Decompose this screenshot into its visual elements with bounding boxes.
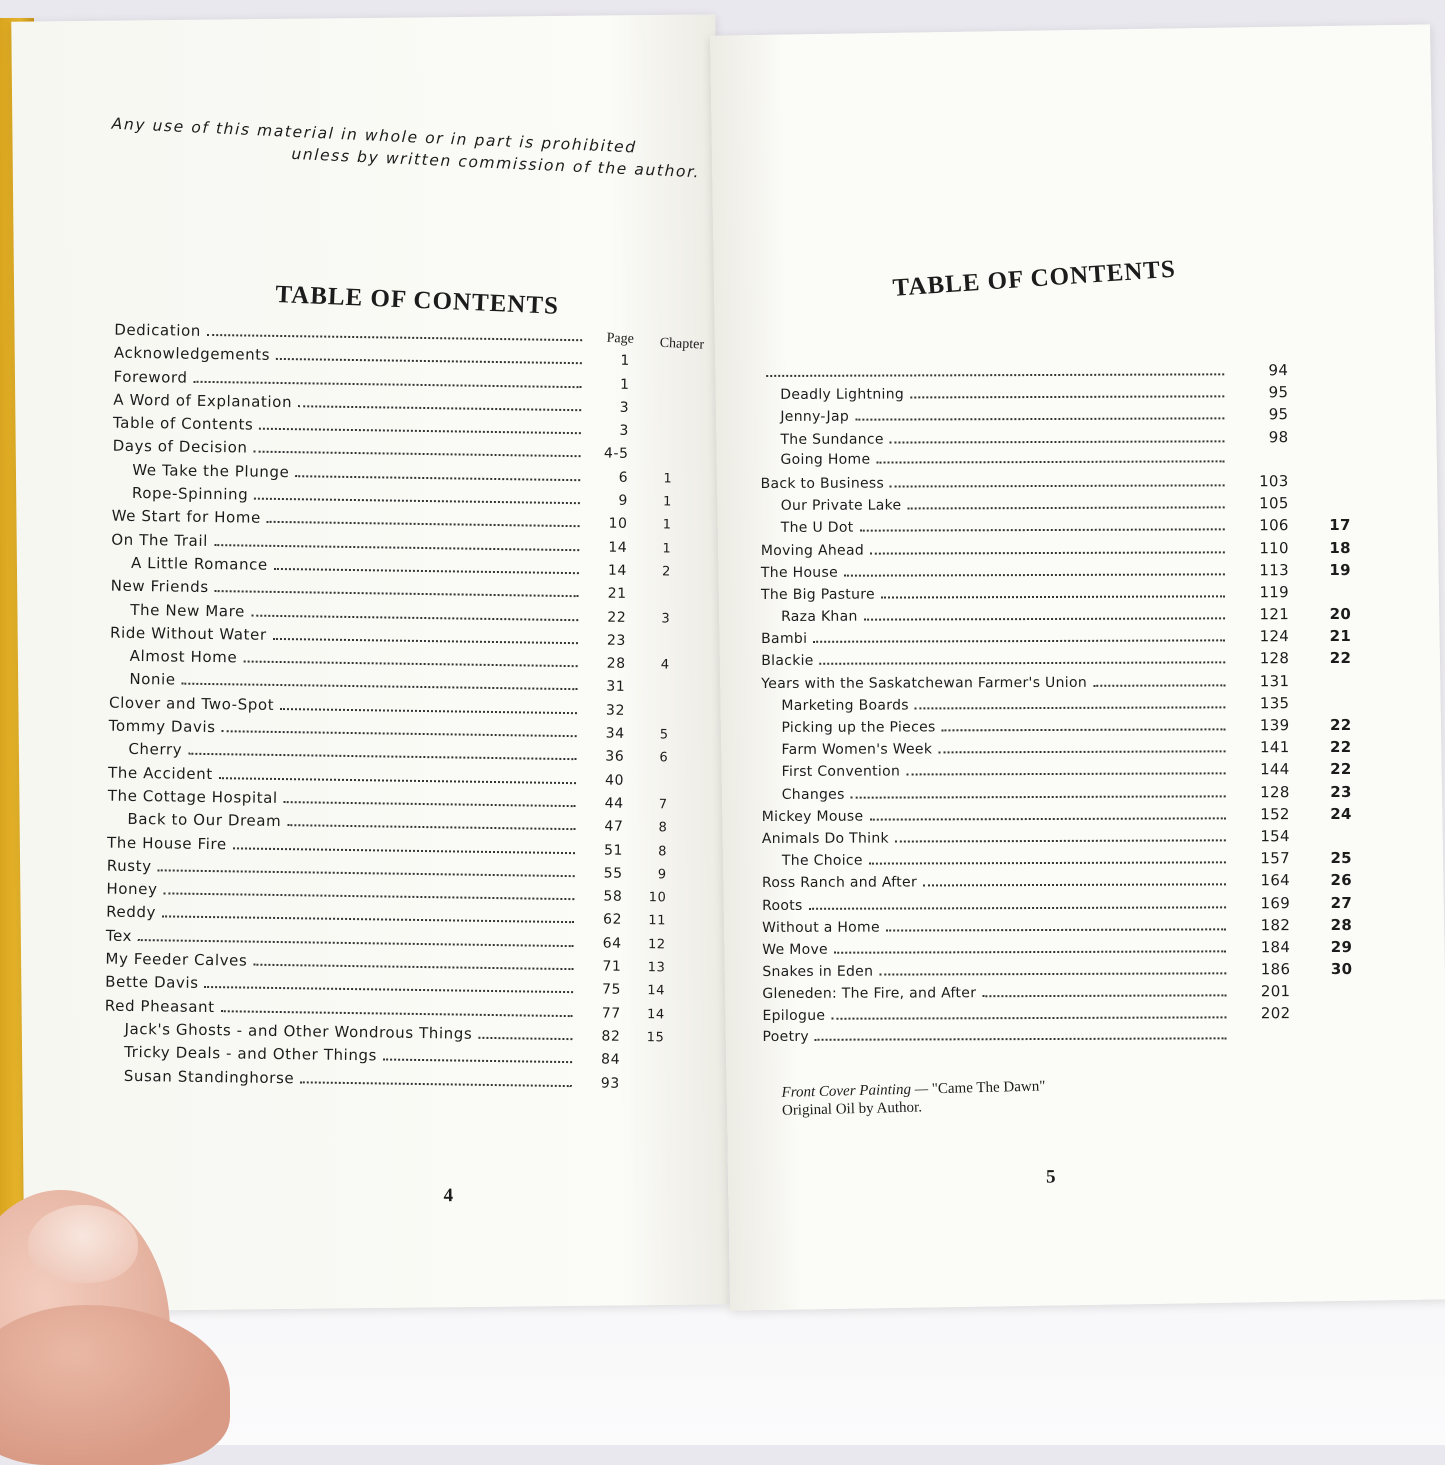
toc-entry-page: 121: [1229, 605, 1289, 623]
dot-leader: [253, 451, 580, 458]
toc-entry-title: Tex: [106, 926, 133, 944]
toc-entry-chapter: 1: [628, 471, 672, 487]
toc-entry-title: The House Fire: [107, 833, 227, 853]
toc-entry-page: 36: [580, 749, 624, 766]
toc-entry-page: 32: [581, 702, 625, 719]
dot-leader: [158, 869, 575, 877]
toc-entry: [762, 938, 1352, 962]
toc-entry-chapter: [630, 342, 674, 343]
toc-entry-page: 184: [1230, 938, 1290, 956]
toc-entry-chapter: 29: [1290, 938, 1352, 956]
toc-entry-title: Years with the Saskatchewan Farmer's Union: [761, 674, 1087, 691]
dot-leader: [280, 708, 577, 714]
dot-leader: [890, 440, 1225, 443]
toc-entry-page: 94: [1228, 361, 1288, 379]
toc-entry-chapter: [625, 715, 669, 716]
toc-entry: [761, 672, 1351, 696]
toc-entry-page: 34: [581, 725, 625, 742]
toc-entry-title: Reddy: [106, 903, 156, 922]
dot-leader: [879, 972, 1226, 975]
toc-entry: [761, 627, 1351, 651]
toc-entry-chapter: 28: [1290, 916, 1352, 934]
toc-entry-chapter: [629, 435, 673, 436]
dot-leader: [815, 1037, 1227, 1040]
toc-entry-page: 10: [584, 516, 628, 533]
toc-entry-title: Deadly Lightning: [760, 387, 904, 404]
toc-entry-page: 144: [1230, 761, 1290, 779]
toc-entry-page: 106: [1229, 516, 1289, 534]
right-toc-list: [760, 361, 1352, 1051]
dot-leader: [254, 498, 580, 505]
toc-entry-chapter: 12: [622, 937, 666, 953]
dot-leader: [869, 817, 1225, 820]
dot-leader: [251, 614, 578, 621]
notice-line-1: Any use of this material in whole or in part is prohibited: [111, 113, 701, 162]
dot-leader: [194, 380, 582, 387]
dot-leader: [233, 847, 575, 854]
dot-leader: [215, 590, 579, 597]
toc-entry-chapter: [626, 645, 670, 646]
toc-entry-page: 95: [1228, 406, 1288, 424]
toc-entry-chapter: 15: [620, 1030, 664, 1046]
dot-leader: [870, 551, 1225, 554]
toc-entry-title: Blackie: [761, 653, 814, 669]
toc-entry: [762, 871, 1352, 895]
dot-leader: [859, 529, 1224, 532]
toc-entry-page: 64: [578, 935, 622, 952]
toc-entry-page: 58: [578, 888, 622, 905]
toc-entry: [761, 694, 1351, 718]
dot-leader: [813, 640, 1225, 643]
toc-entry-title: The Cottage Hospital: [108, 787, 278, 807]
dot-leader: [138, 939, 574, 947]
toc-entry-title: Foreword: [113, 367, 187, 386]
toc-entry-title: Snakes in Eden: [762, 964, 873, 980]
toc-entry-chapter: 9: [623, 867, 667, 883]
toc-entry: [760, 405, 1350, 429]
dot-leader: [478, 1037, 572, 1040]
toc-entry-chapter: [627, 598, 671, 599]
toc-entry-chapter: 8: [623, 843, 667, 859]
toc-entry-title: Ride Without Water: [110, 623, 267, 643]
toc-entry-page: 71: [577, 958, 621, 975]
toc-entry-page: 131: [1229, 672, 1289, 690]
dot-leader: [844, 573, 1225, 576]
cover-caption: [781, 1077, 1046, 1119]
dot-leader: [851, 795, 1226, 798]
toc-entry-title: New Friends: [111, 577, 209, 596]
toc-entry-chapter: 1: [627, 541, 671, 557]
toc-entry-chapter: 25: [1290, 849, 1352, 867]
toc-entry-page: 23: [582, 632, 626, 649]
toc-entry-page: 1: [585, 376, 629, 393]
toc-entry-page: 169: [1230, 894, 1290, 912]
left-toc-title: TABLE OF CONTENTS: [275, 281, 560, 321]
toc-entry: [760, 383, 1350, 407]
toc-entry-chapter: [624, 784, 668, 785]
left-toc-list: [104, 321, 675, 1098]
toc-entry: [761, 516, 1351, 540]
dot-leader: [855, 418, 1224, 421]
toc-entry-chapter: 11: [622, 913, 666, 929]
toc-entry-chapter: 20: [1289, 605, 1351, 623]
toc-entry-title: Animals Do Think: [762, 830, 889, 846]
dot-leader: [383, 1059, 572, 1064]
toc-entry-page: 128: [1229, 650, 1289, 668]
dot-leader: [162, 916, 574, 924]
toc-entry-chapter: 1: [628, 494, 672, 510]
toc-entry-chapter: 14: [621, 1006, 665, 1022]
toc-entry-title: Table of Contents: [113, 414, 254, 434]
toc-entry-chapter: 22: [1289, 649, 1351, 667]
dot-leader: [766, 373, 1224, 377]
toc-entry-page: 14: [583, 539, 627, 556]
toc-entry-page: 141: [1229, 738, 1289, 756]
dot-leader: [163, 893, 574, 901]
toc-entry: [762, 782, 1352, 806]
toc-entry-title: Bambi: [761, 631, 807, 647]
toc-entry-title: The New Mare: [110, 600, 245, 620]
toc-entry-title: The Choice: [762, 853, 863, 869]
toc-entry-page: 44: [580, 795, 624, 812]
toc-entry-page: 157: [1230, 849, 1290, 867]
toc-entry: [762, 805, 1352, 829]
dot-leader: [253, 964, 573, 970]
toc-entry-chapter: [629, 458, 673, 459]
toc-entry-title: Roots: [762, 897, 803, 913]
toc-entry-title: Going Home: [760, 451, 870, 467]
toc-entry-chapter: [620, 1087, 664, 1088]
toc-entry-page: 124: [1229, 627, 1289, 645]
dot-leader: [298, 405, 581, 411]
toc-entry-chapter: 14: [621, 983, 665, 999]
toc-entry-page: 186: [1230, 960, 1290, 978]
toc-entry: [762, 849, 1352, 873]
toc-entry-title: Farm Women's Week: [762, 742, 933, 759]
dot-leader: [276, 358, 582, 364]
right-toc-title: TABLE OF CONTENTS: [892, 256, 1177, 303]
toc-entry-title: Nonie: [109, 670, 176, 689]
toc-entry-chapter: [625, 691, 669, 692]
toc-entry-chapter: 10: [622, 890, 666, 906]
toc-entry-chapter: 17: [1289, 516, 1351, 534]
toc-entry: [762, 1004, 1352, 1028]
toc-entry-chapter: 6: [624, 750, 668, 766]
toc-entry-title: Days of Decision: [113, 437, 248, 457]
toc-entry-chapter: 23: [1290, 782, 1352, 800]
caption-title: "Came The Dawn": [932, 1078, 1046, 1097]
left-page-number: 4: [443, 1185, 453, 1207]
right-page: [710, 24, 1445, 1310]
toc-entry-title: Gleneden: The Fire, and After: [762, 985, 976, 1002]
toc-entry-chapter: 26: [1290, 871, 1352, 889]
toc-entry-title: Jenny-Jap: [760, 409, 849, 425]
toc-entry-page: 164: [1230, 871, 1290, 889]
toc-entry-page: 135: [1229, 694, 1289, 712]
toc-entry-title: Raza Khan: [761, 609, 858, 625]
toc-entry-title: Back to Our Dream: [107, 810, 281, 830]
toc-entry-chapter: 27: [1290, 893, 1352, 911]
toc-entry-title: Mickey Mouse: [762, 808, 864, 824]
toc-entry-title: Epilogue: [762, 1008, 825, 1024]
toc-entry-title: Bette Davis: [105, 973, 199, 992]
dot-leader: [222, 730, 577, 737]
toc-entry-title: Our Private Lake: [761, 498, 902, 514]
toc-entry-page: 95: [1228, 383, 1288, 401]
toc-entry-page: 201: [1230, 982, 1290, 1000]
toc-entry-title: Cherry: [108, 740, 182, 759]
dot-leader: [221, 1010, 573, 1017]
dot-leader: [890, 484, 1225, 487]
toc-entry-page: 4-5: [584, 446, 628, 463]
toc-entry-title: Marketing Boards: [761, 697, 909, 714]
toc-entry-page: 14: [583, 562, 627, 579]
toc-entry-title: Honey: [106, 880, 157, 899]
toc-entry: [762, 960, 1352, 984]
toc-entry: [763, 1027, 1353, 1051]
toc-entry-page: 152: [1230, 805, 1290, 823]
toc-entry-title: On The Trail: [111, 530, 208, 549]
toc-entry: [761, 716, 1351, 740]
toc-entry-title: We Take the Plunge: [112, 460, 289, 480]
dot-leader: [188, 753, 576, 760]
toc-entry-page: 62: [578, 912, 622, 929]
dot-leader: [284, 801, 576, 807]
dot-leader: [214, 544, 579, 551]
thumbnail-highlight: [28, 1205, 138, 1283]
toc-entry-title: Tommy Davis: [109, 717, 216, 736]
dot-leader: [295, 475, 580, 481]
dot-leader: [915, 706, 1226, 709]
dot-leader: [923, 884, 1226, 887]
toc-entry-chapter: [620, 1064, 664, 1065]
caption-line-2: Original Oil by Author.: [782, 1099, 922, 1118]
toc-entry-chapter: 1: [627, 517, 671, 533]
toc-entry-chapter: [629, 412, 673, 413]
dot-leader: [820, 662, 1226, 665]
dot-leader: [273, 638, 578, 644]
toc-entry-title: My Feeder Calves: [105, 950, 247, 970]
toc-entry-title: Clover and Two-Spot: [109, 693, 274, 713]
dot-leader: [869, 861, 1226, 864]
dot-leader: [881, 595, 1225, 598]
toc-entry-page: 51: [579, 842, 623, 859]
toc-entry-title: Rusty: [107, 856, 152, 875]
toc-entry-chapter: 22: [1289, 738, 1351, 756]
toc-entry-page: 3: [585, 399, 629, 416]
toc-entry-title: Ross Ranch and After: [762, 875, 917, 892]
toc-entry-page: 110: [1229, 539, 1289, 557]
toc-entry: [760, 427, 1350, 451]
dot-leader: [895, 839, 1226, 842]
caption-label: Front Cover Painting —: [781, 1081, 932, 1101]
dot-leader: [910, 396, 1224, 399]
toc-entry-page: 28: [582, 655, 626, 672]
toc-entry: [761, 738, 1351, 762]
toc-entry-title: Jack's Ghosts - and Other Wondrous Things: [104, 1019, 472, 1042]
toc-entry: [761, 649, 1351, 673]
dot-leader: [287, 824, 575, 830]
toc-entry-page: 3: [585, 422, 629, 439]
toc-entry-page: 77: [577, 1005, 621, 1022]
toc-entry: [761, 538, 1351, 562]
toc-entry-chapter: 30: [1290, 960, 1352, 978]
toc-entry: [762, 827, 1352, 851]
toc-entry-chapter: 3: [626, 610, 670, 626]
toc-entry-chapter: 5: [625, 727, 669, 743]
toc-entry-page: 93: [576, 1075, 620, 1092]
toc-entry-page: 84: [576, 1051, 620, 1068]
toc-entry-chapter: 7: [624, 797, 668, 813]
toc-entry-page: 105: [1229, 494, 1289, 512]
toc-entry-chapter: 24: [1290, 805, 1352, 823]
toc-entry-chapter: 4: [626, 657, 670, 673]
toc-entry-page: 9: [584, 492, 628, 509]
toc-entry-chapter: 19: [1289, 561, 1351, 579]
toc-entry-chapter: 2: [627, 564, 671, 580]
toc-entry-page: 154: [1230, 827, 1290, 845]
toc-entry: [760, 361, 1350, 385]
toc-entry-title: Poetry: [763, 1028, 810, 1044]
chapter-column-header: Chapter: [659, 336, 704, 354]
left-page: [11, 14, 728, 1311]
toc-entry-page: 1: [586, 353, 630, 370]
toc-entry-page: 40: [580, 772, 624, 789]
toc-entry-page: 182: [1230, 916, 1290, 934]
toc-entry-chapter: [630, 388, 674, 389]
dot-leader: [876, 460, 1224, 463]
toc-entry-title: A Little Romance: [111, 554, 268, 574]
toc-entry-page: 22: [582, 609, 626, 626]
toc-entry-chapter: [630, 365, 674, 366]
toc-entry-chapter: 22: [1289, 716, 1351, 734]
toc-entry-title: The Accident: [108, 763, 213, 782]
toc-entry-title: The Big Pasture: [761, 586, 875, 602]
toc-entry-chapter: 13: [621, 960, 665, 976]
dot-leader: [243, 661, 577, 668]
toc-entry-title: We Move: [762, 942, 828, 958]
toc-entry-page: 139: [1229, 716, 1289, 734]
toc-entry: [762, 893, 1352, 917]
dot-leader: [207, 334, 582, 341]
dot-leader: [834, 950, 1226, 953]
toc-entry: [761, 494, 1351, 518]
dot-leader: [267, 521, 580, 527]
toc-entry-page: 31: [581, 679, 625, 696]
dot-leader: [982, 995, 1226, 998]
dot-leader: [300, 1081, 572, 1087]
toc-entry-title: Moving Ahead: [761, 542, 864, 558]
toc-entry-title: Red Pheasant: [105, 996, 215, 1016]
toc-entry-page: 6: [584, 469, 628, 486]
dot-leader: [938, 751, 1225, 754]
toc-entry-chapter: 8: [623, 820, 667, 836]
dot-leader: [1093, 684, 1225, 686]
toc-entry: [761, 472, 1351, 496]
toc-entry-page: 202: [1230, 1005, 1290, 1023]
toc-entry-title: A Word of Explanation: [113, 391, 292, 411]
dot-leader: [205, 986, 574, 993]
toc-entry-title: The House: [761, 564, 838, 580]
toc-entry-page: 21: [583, 585, 627, 602]
toc-entry-title: Without a Home: [762, 919, 880, 935]
toc-entry-page: 55: [579, 865, 623, 882]
copyright-notice: [110, 113, 701, 184]
toc-entry-chapter: 21: [1289, 627, 1351, 645]
dot-leader: [259, 428, 581, 434]
dot-leader: [907, 506, 1224, 509]
toc-entry-title: First Convention: [762, 764, 901, 780]
toc-entry-chapter: 22: [1290, 760, 1352, 778]
toc-entry-title: Changes: [762, 786, 845, 802]
toc-entry-title: The U Dot: [761, 520, 854, 536]
toc-entry-title: Tricky Deals - and Other Things: [104, 1043, 377, 1065]
toc-entry-title: Rope-Spinning: [112, 484, 249, 504]
toc-entry-page: 82: [576, 1028, 620, 1045]
dot-leader: [864, 617, 1225, 620]
right-page-number: 5: [1046, 1166, 1056, 1188]
toc-entry: [762, 916, 1352, 940]
toc-entry-title: Picking up the Pieces: [761, 719, 935, 736]
toc-entry: [760, 450, 1350, 474]
toc-entry-title: Acknowledgements: [114, 344, 270, 364]
toc-entry-title: Back to Business: [761, 475, 885, 491]
toc-entry-page: 98: [1228, 428, 1288, 446]
toc-entry-title: Susan Standinghorse: [104, 1066, 295, 1087]
toc-entry-page: 47: [579, 818, 623, 835]
toc-entry-title: The Sundance: [760, 431, 883, 447]
toc-entry-page: 128: [1230, 783, 1290, 801]
toc-entry-page: 119: [1229, 583, 1289, 601]
toc-entry-page: [586, 341, 630, 342]
toc-entry-page: 75: [577, 981, 621, 998]
dot-leader: [274, 568, 579, 574]
dot-leader: [831, 1017, 1226, 1020]
toc-entry-title: Dedication: [114, 321, 201, 340]
notice-line-2: unless by written commission of the author.: [110, 135, 700, 184]
toc-entry-chapter: 18: [1289, 538, 1351, 556]
toc-entry: [762, 760, 1352, 784]
toc-entry: [761, 583, 1351, 607]
toc-entry-page: 113: [1229, 561, 1289, 579]
dot-leader: [886, 928, 1226, 931]
dot-leader: [182, 683, 578, 691]
dot-leader: [906, 773, 1225, 776]
page-column-header: Page: [606, 331, 634, 348]
toc-entry-title: Almost Home: [110, 647, 238, 667]
dot-leader: [809, 906, 1226, 909]
dot-leader: [942, 728, 1226, 731]
toc-entry: [762, 982, 1352, 1006]
toc-entry-title: We Start for Home: [112, 507, 262, 527]
toc-entry: [761, 561, 1351, 585]
dot-leader: [219, 777, 576, 784]
toc-entry: [761, 605, 1351, 629]
toc-entry-page: 103: [1229, 472, 1289, 490]
